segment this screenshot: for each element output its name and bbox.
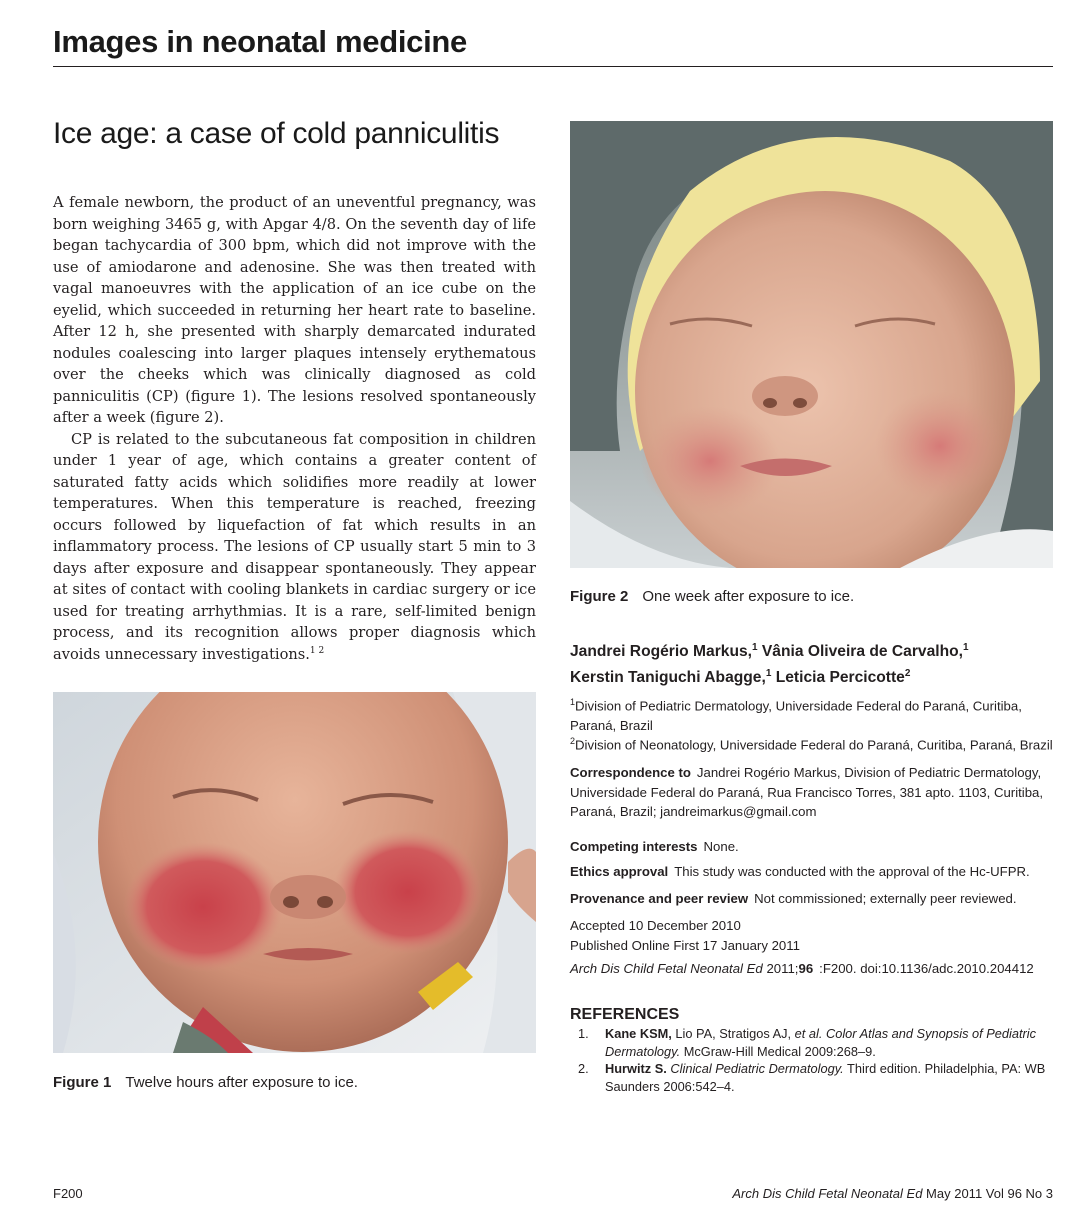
figure-1-caption	[53, 1074, 358, 1091]
citation-volume: 96	[798, 961, 814, 976]
reference-source: McGraw-Hill Medical 2009:268–9.	[683, 1044, 876, 1059]
reference-text	[578, 1060, 1048, 1096]
citation-superscript: 1 2	[309, 645, 325, 656]
article-citation	[570, 959, 1053, 979]
ethics-approval-text: This study was conducted with the approval of the Hc-UFPR.	[674, 864, 1030, 879]
author-name: Vânia Oliveira de Carvalho,	[761, 643, 963, 661]
figure-1-photo	[53, 692, 536, 1053]
author-affiliation-mark: 1	[765, 668, 772, 680]
figure-2-photo	[570, 121, 1053, 568]
author-name: Kerstin Taniguchi Abagge,	[570, 669, 766, 687]
citation-journal: Arch Dis Child Fetal Neonatal Ed	[570, 961, 763, 976]
reference-item-2	[578, 1060, 1048, 1096]
figure-2-caption	[570, 588, 854, 605]
reference-number: 1.	[578, 1026, 589, 1041]
citation-year: 2011;	[766, 961, 799, 976]
figure-2-caption-text: One week after exposure to ice.	[642, 588, 855, 605]
author-name: Jandrei Rogério Markus,	[570, 643, 752, 661]
provenance-text: Not commissioned; externally peer reviewed.	[754, 891, 1017, 906]
author-list	[570, 637, 1053, 689]
competing-interests	[570, 837, 1053, 857]
provenance-label: Provenance and peer review	[570, 891, 749, 906]
figure-1-label: Figure 1	[53, 1074, 112, 1091]
reference-source: Third edition. Philadelphia, PA: WB Saunders 2006:542–4.	[605, 1061, 1046, 1094]
figure-2-label: Figure 2	[570, 588, 629, 605]
footer-issue: May 2011 Vol 96 No 3	[926, 1186, 1053, 1201]
reference-authors: Lio PA, Stratigos AJ,	[675, 1026, 792, 1041]
citation-doi: :F200. doi:10.1136/adc.2010.204412	[819, 961, 1034, 976]
body-paragraph-1: A female newborn, the product of an uneventful pregnancy, was born weighing 3465 g, with Apgar 4/8. On the seventh day of life began tachycardia of 300 bpm, which did not improve with the use of amiodarone and adenosine. She was then treated with vagal manoeuvres with the application of an ice cube on the eyelid, which succeeded in returning her heart rate to baseline. After 12 h, she presented with sharply demarcated indurated nodules coalescing into larger plaques intensely erythematous over the cheeks which was clinically diagnosed as cold panniculitis (CP) (figure 1). The lesions resolved spontaneously after a week (figure 2).	[53, 194, 536, 426]
footer-journal-info	[732, 1186, 1053, 1201]
author-affiliation-mark: 1	[751, 642, 758, 653]
footer-journal: Arch Dis Child Fetal Neonatal Ed	[732, 1186, 923, 1201]
reference-number: 2.	[578, 1061, 589, 1076]
affiliation-1	[570, 693, 1053, 735]
figure-1-caption-text: Twelve hours after exposure to ice.	[125, 1074, 358, 1091]
ethics-approval	[570, 862, 1053, 882]
reference-first-author: Kane KSM,	[605, 1026, 672, 1041]
references-heading: REFERENCES	[570, 1006, 680, 1023]
reference-title: Clinical Pediatric Dermatology.	[670, 1061, 844, 1076]
correspondence	[570, 763, 1053, 822]
author-affiliation-mark: 2	[904, 668, 911, 680]
body-paragraph-2	[53, 429, 536, 666]
affiliation-text: Division of Pediatric Dermatology, Universidade Federal do Paraná, Curitiba, Paraná, Brazil	[570, 698, 1022, 733]
competing-interests-text: None.	[703, 839, 739, 854]
accepted-date: Accepted 10 December 2010	[570, 918, 741, 933]
affiliation-mark: 2	[570, 736, 576, 746]
correspondence-label: Correspondence to	[570, 765, 691, 780]
body-paragraph-2-text: CP is related to the subcutaneous fat composition in children under 1 year of age, which contains a greater content of saturated fatty acids which solidifies more readily at lower temperatures. When this temperature is reached, freezing occurs followed by liquefaction of fat which results in an inflammatory process. The lesions of CP usually start 5 min to 3 days after exposure and disappear spontaneously. They appear at sites of contact with cooling blankets in cardiac surgery or ice used for treating arrhythmias. It is a rare, self-limited benign process, and its recognition allows proper diagnosis which avoids unnecessary investigations.	[53, 430, 536, 663]
correspondence-text: Jandrei Rogério Markus, Division of Pediatric Dermatology, Universidade Federal do Paraná, Rua Francisco Torres, 381 apto. 1103, Curitiba, Paraná, Brazil; jandreimarkus@gmail.com	[570, 765, 1044, 819]
ethics-approval-label: Ethics approval	[570, 864, 669, 879]
article-title: Ice age: a case of cold panniculitis	[53, 117, 500, 150]
affiliation-text: Division of Neonatology, Universidade Federal do Paraná, Curitiba, Paraná, Brazil	[575, 737, 1053, 753]
header-rule	[53, 66, 1053, 67]
competing-interests-label: Competing interests	[570, 839, 698, 854]
author-name: Leticia Percicotte	[775, 669, 905, 687]
reference-etal: et al.	[794, 1026, 823, 1041]
affiliation-2	[570, 732, 1053, 755]
author-affiliation-mark: 1	[962, 642, 969, 653]
reference-first-author: Hurwitz S.	[605, 1061, 667, 1076]
reference-item-1	[578, 1025, 1048, 1061]
reference-text	[578, 1025, 1048, 1061]
page-number: F200	[53, 1186, 83, 1201]
published-date: Published Online First 17 January 2011	[570, 938, 800, 953]
section-title: Images in neonatal medicine	[53, 24, 467, 59]
article-body	[53, 192, 536, 665]
provenance	[570, 889, 1053, 909]
reference-title: Color Atlas and Synopsis of Pediatric Dermatology.	[605, 1026, 1037, 1059]
affiliation-mark: 1	[570, 697, 576, 707]
